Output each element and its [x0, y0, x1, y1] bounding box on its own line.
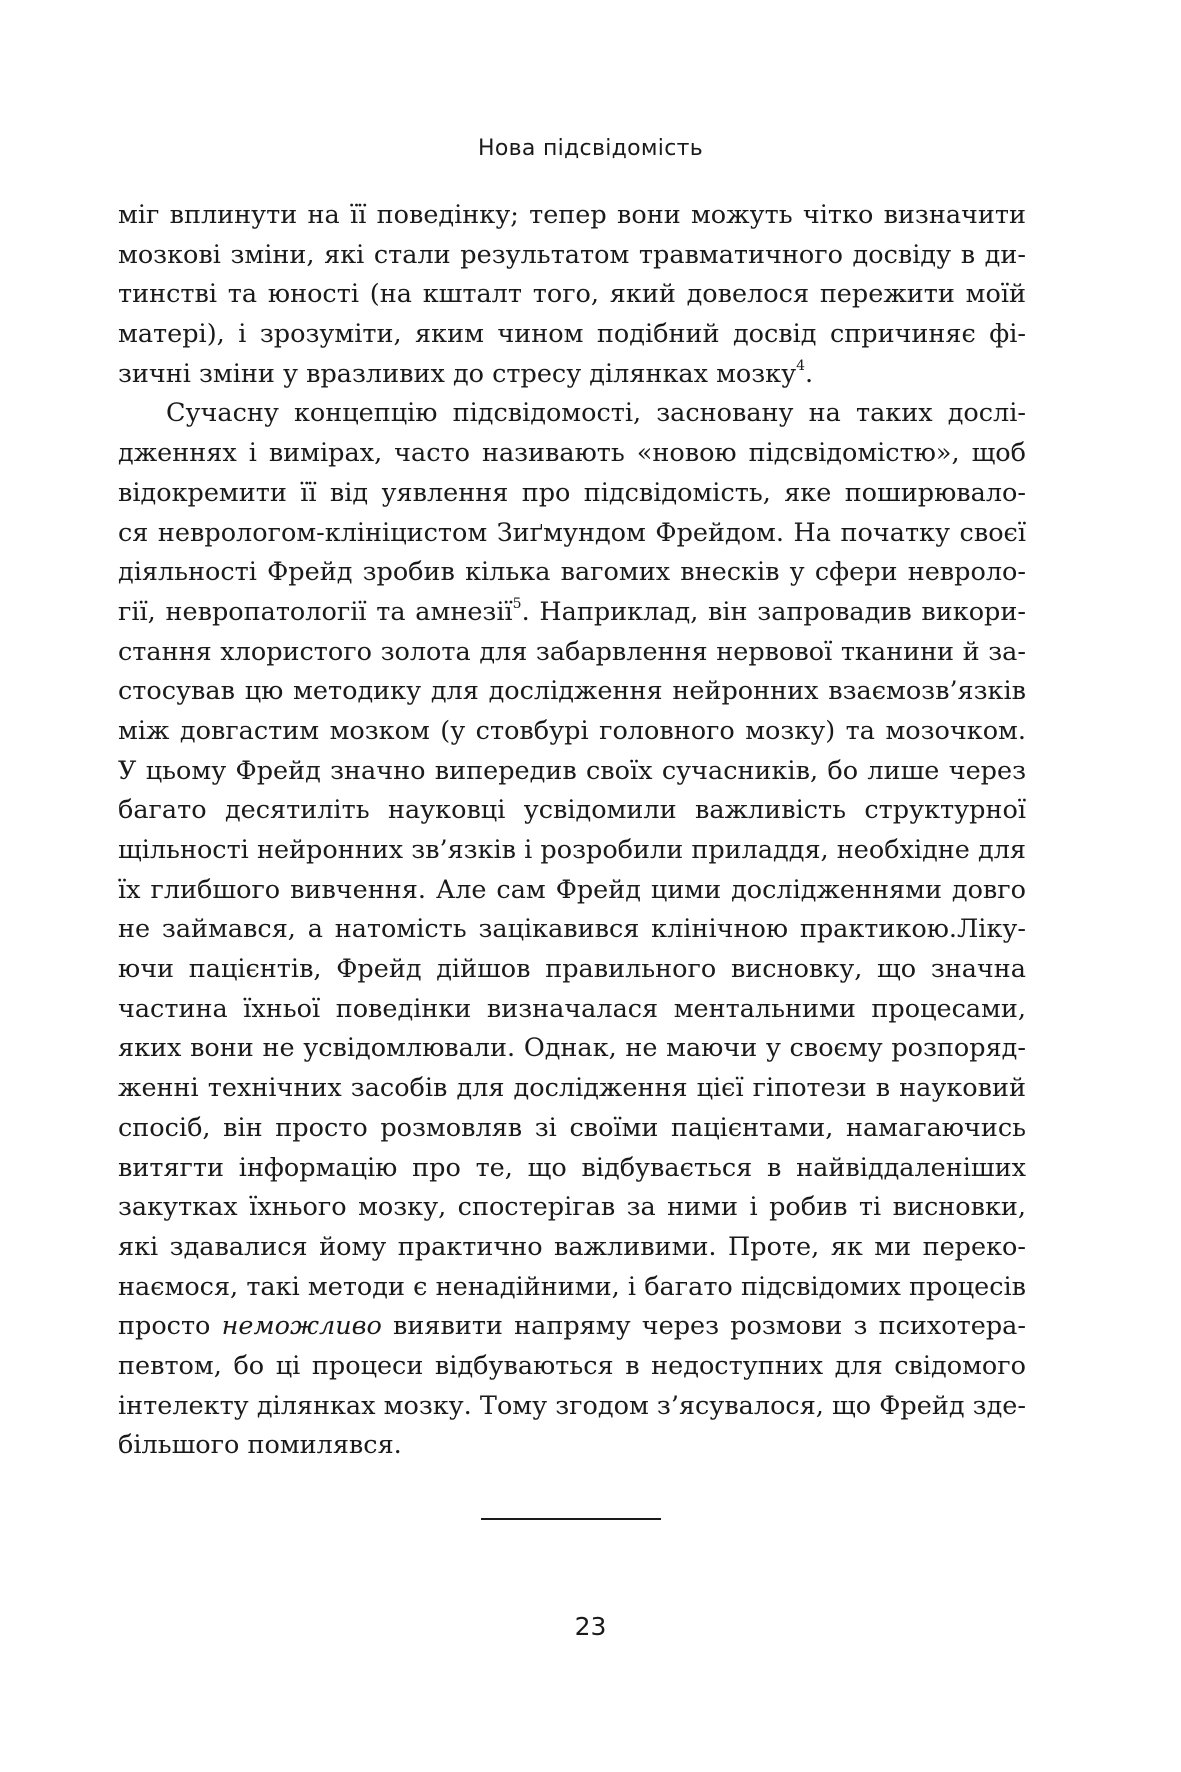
- text-line: спосіб, він просто розмовляв зі своїми пацієнтами, намагаючись: [118, 1112, 1026, 1143]
- text-line: тинстві та юності (на кшталт того, який довелося пережити моїй: [118, 279, 1026, 310]
- text-line: стання хлористого золота для забарвлення нервової тканини й за-: [118, 636, 1026, 667]
- text-line: багато десятиліть науковці усвідомили важливість структурної: [118, 795, 1026, 826]
- text-line: діяльності Фрейд зробив кілька вагомих внесків у сфери невроло-: [118, 557, 1026, 588]
- text-line: частина їхньої поведінки визначалася ментальними процесами,: [118, 993, 1026, 1024]
- text-line: [118, 355, 1026, 395]
- text-line: інтелекту ділянках мозку. Тому згодом з’ясувалося, що Фрейд зде-: [118, 1390, 1026, 1421]
- running-header: Нова підсвідомість: [478, 136, 703, 161]
- text-fragment: гії, невропатології та амнезії: [118, 596, 513, 627]
- text-line: стосував цю методику для дослідження нейронних взаємозв’язків: [118, 676, 1026, 707]
- text-line: відокремити її від уявлення про підсвідомість, яке поширювало-: [118, 477, 1026, 508]
- text-line: Сучасну концепцію підсвідомості, засновану на таких дослі-: [166, 398, 1026, 429]
- footnote-ref: 5: [512, 596, 522, 613]
- text-line: ючи пацієнтів, Фрейд дійшов правильного висновку, що значна: [118, 954, 1026, 985]
- text-line: [118, 593, 1026, 633]
- text-line: більшого помилявся.: [118, 1430, 402, 1461]
- text-line: міг вплинути на її поведінку; тепер вони можуть чітко визначити: [118, 200, 1026, 230]
- footer-divider: [481, 1518, 661, 1520]
- text-line: певтом, бо ці процеси відбуваються в недоступних для свідомого: [118, 1350, 1026, 1381]
- text-line: їх глибшого вивчення. Але сам Фрейд цими дослідженнями довго: [118, 874, 1026, 905]
- text-line: витягти інформацію про те, що відбувається в найвіддаленіших: [118, 1152, 1026, 1183]
- text-line: яких вони не усвідомлювали. Однак, не маючи у своєму розпоряд-: [118, 1033, 1026, 1064]
- text-line: [118, 1307, 1026, 1347]
- text-line: закутках їхнього мозку, спостерігав за ними і робив ті висновки,: [118, 1192, 1026, 1223]
- text-line: мозкові зміни, які стали результатом травматичного досвіду в ди-: [118, 239, 1026, 270]
- emphasis-text: неможливо: [221, 1311, 382, 1342]
- text-line: наємося, такі методи є ненадійними, і багато підсвідомих процесів: [118, 1271, 1026, 1302]
- text-line: між довгастим мозком (у стовбурі головного мозку) та мозочком.: [118, 715, 1026, 746]
- text-fragment: виявити напряму через розмови з психотера-: [381, 1311, 1026, 1342]
- footnote-ref: 4: [796, 358, 806, 375]
- text-line: женні технічних засобів для дослідження цієї гіпотези в науковий: [118, 1073, 1026, 1104]
- body-text: [118, 196, 1026, 1466]
- page-number: 23: [574, 1612, 607, 1641]
- text-line: щільності нейронних зв’язків і розробили приладдя, необхідне для: [118, 835, 1026, 865]
- text-line: матері), і зрозуміти, яким чином подібний досвід спричиняє фі-: [118, 319, 1026, 350]
- text-fragment: просто: [118, 1311, 222, 1342]
- text-line: дженнях і вимірах, часто називають «новою підсвідомістю», щоб: [118, 438, 1026, 469]
- text-line: ся неврологом-клініцистом Зиґмундом Фрейдом. На початку своєї: [118, 517, 1026, 548]
- text-line: не займався, а натомість зацікавився клінічною практикою.Ліку-: [118, 914, 1026, 945]
- text-line: У цьому Фрейд значно випередив своїх сучасників, бо лише через: [118, 755, 1026, 786]
- text-line: які здавалися йому практично важливими. Проте, як ми переко-: [118, 1231, 1026, 1262]
- text-fragment: зичні зміни у вразливих до стресу ділянках мозку: [118, 358, 797, 389]
- text-fragment: .: [805, 358, 814, 389]
- text-fragment: . Наприклад, він запровадив викори-: [521, 596, 1026, 627]
